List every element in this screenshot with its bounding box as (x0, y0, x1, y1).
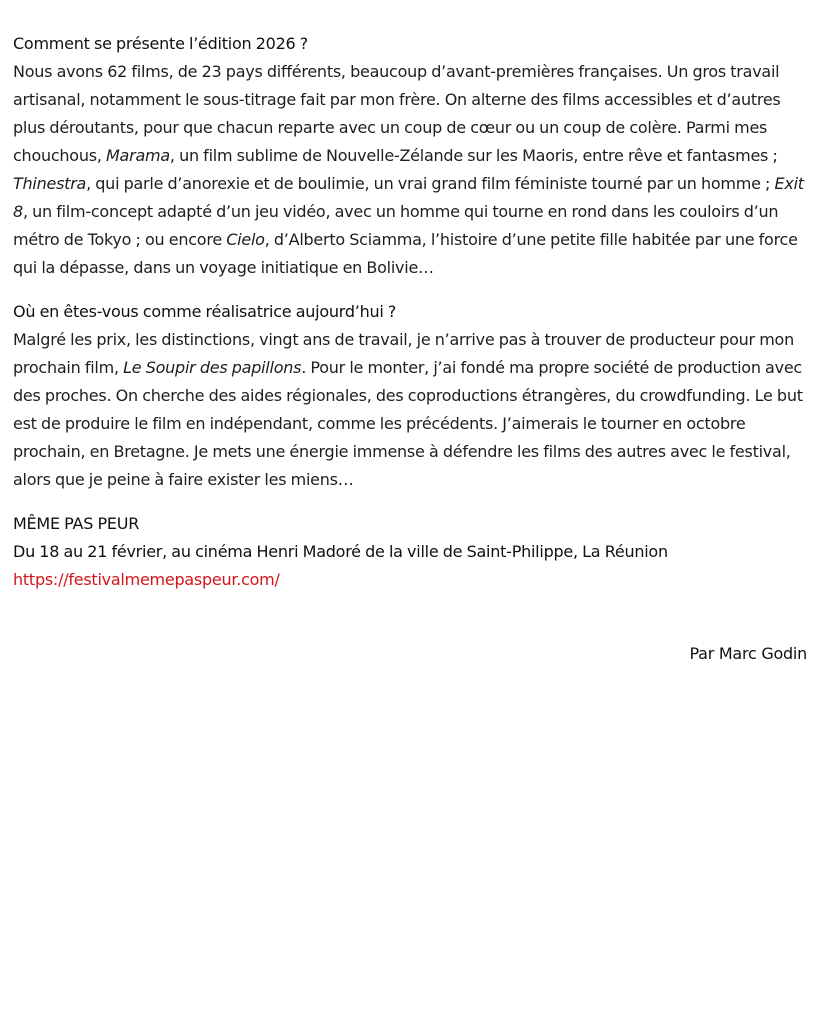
answer-text: Malgré les prix, les distinctions, vingt ans de travail, je n’arrive pas à trouver de producteur pour mon prochain film, (13, 330, 794, 377)
film-title-thinestra: Thinestra (13, 174, 87, 193)
event-dates: Du 18 au 21 février, au cinéma Henri Madoré de la ville de Saint-Philippe, La Réunion (13, 542, 668, 561)
interview-answer-director (13, 326, 809, 494)
festival-website-link[interactable]: https://festivalmemepaspeur.com/ (13, 570, 280, 589)
film-title-cielo: Cielo (226, 230, 265, 249)
article-body (13, 30, 809, 594)
interview-question-edition: Comment se présente l’édition 2026 ? (13, 34, 308, 53)
answer-text: , un film-concept adapté d’un jeu vidéo, avec un homme qui tourne en rond dans les couloirs d’un métro de Tokyo ; ou encore (13, 202, 779, 249)
film-title-soupir-des-papillons: Le Soupir des papillons (123, 358, 302, 377)
interview-question-director: Où en êtes-vous comme réalisatrice aujourd’hui ? (13, 302, 397, 321)
answer-text: , un film sublime de Nouvelle-Zélande sur les Maoris, entre rêve et fantasmes ; (169, 146, 778, 165)
answer-text: . Pour le monter, j’ai fondé ma propre société de production avec des proches. On cherche des aides régionales, des coproductions étrangères, du crowdfunding. Le but est de produire le film en indépendant, comme les précédents. J’aimerais le tourner en octobre prochain, en Bretagne. Je mets une énergie immense à défendre les films des autres avec le festival, alors que je peine à faire exister les miens… (13, 358, 803, 489)
answer-text: Nous avons 62 films, de 23 pays différents, beaucoup d’avant-premières françaises. Un gros travail artisanal, notamment le sous-titrage fait par mon frère. On alterne des films accessibles et d’autres plus déroutants, pour que chacun reparte avec un coup de cœur ou un coup de colère. Parmi mes chouchous, (13, 62, 781, 165)
answer-text: , qui parle d’anorexie et de boulimie, un vrai grand film féministe tourné par un homme ; (86, 174, 775, 193)
event-name: MÊME PAS PEUR (13, 514, 140, 533)
film-title-exit-8: Exit 8 (13, 174, 804, 221)
answer-text: , d’Alberto Sciamma, l’histoire d’une petite fille habitée par une force qui la dépasse, dans un voyage initiatique en Bolivie… (13, 230, 798, 277)
interview-answer-edition (13, 58, 809, 282)
event-info (13, 510, 809, 594)
author-byline: Par Marc Godin (689, 644, 807, 663)
film-title-marama: Marama (106, 146, 170, 165)
